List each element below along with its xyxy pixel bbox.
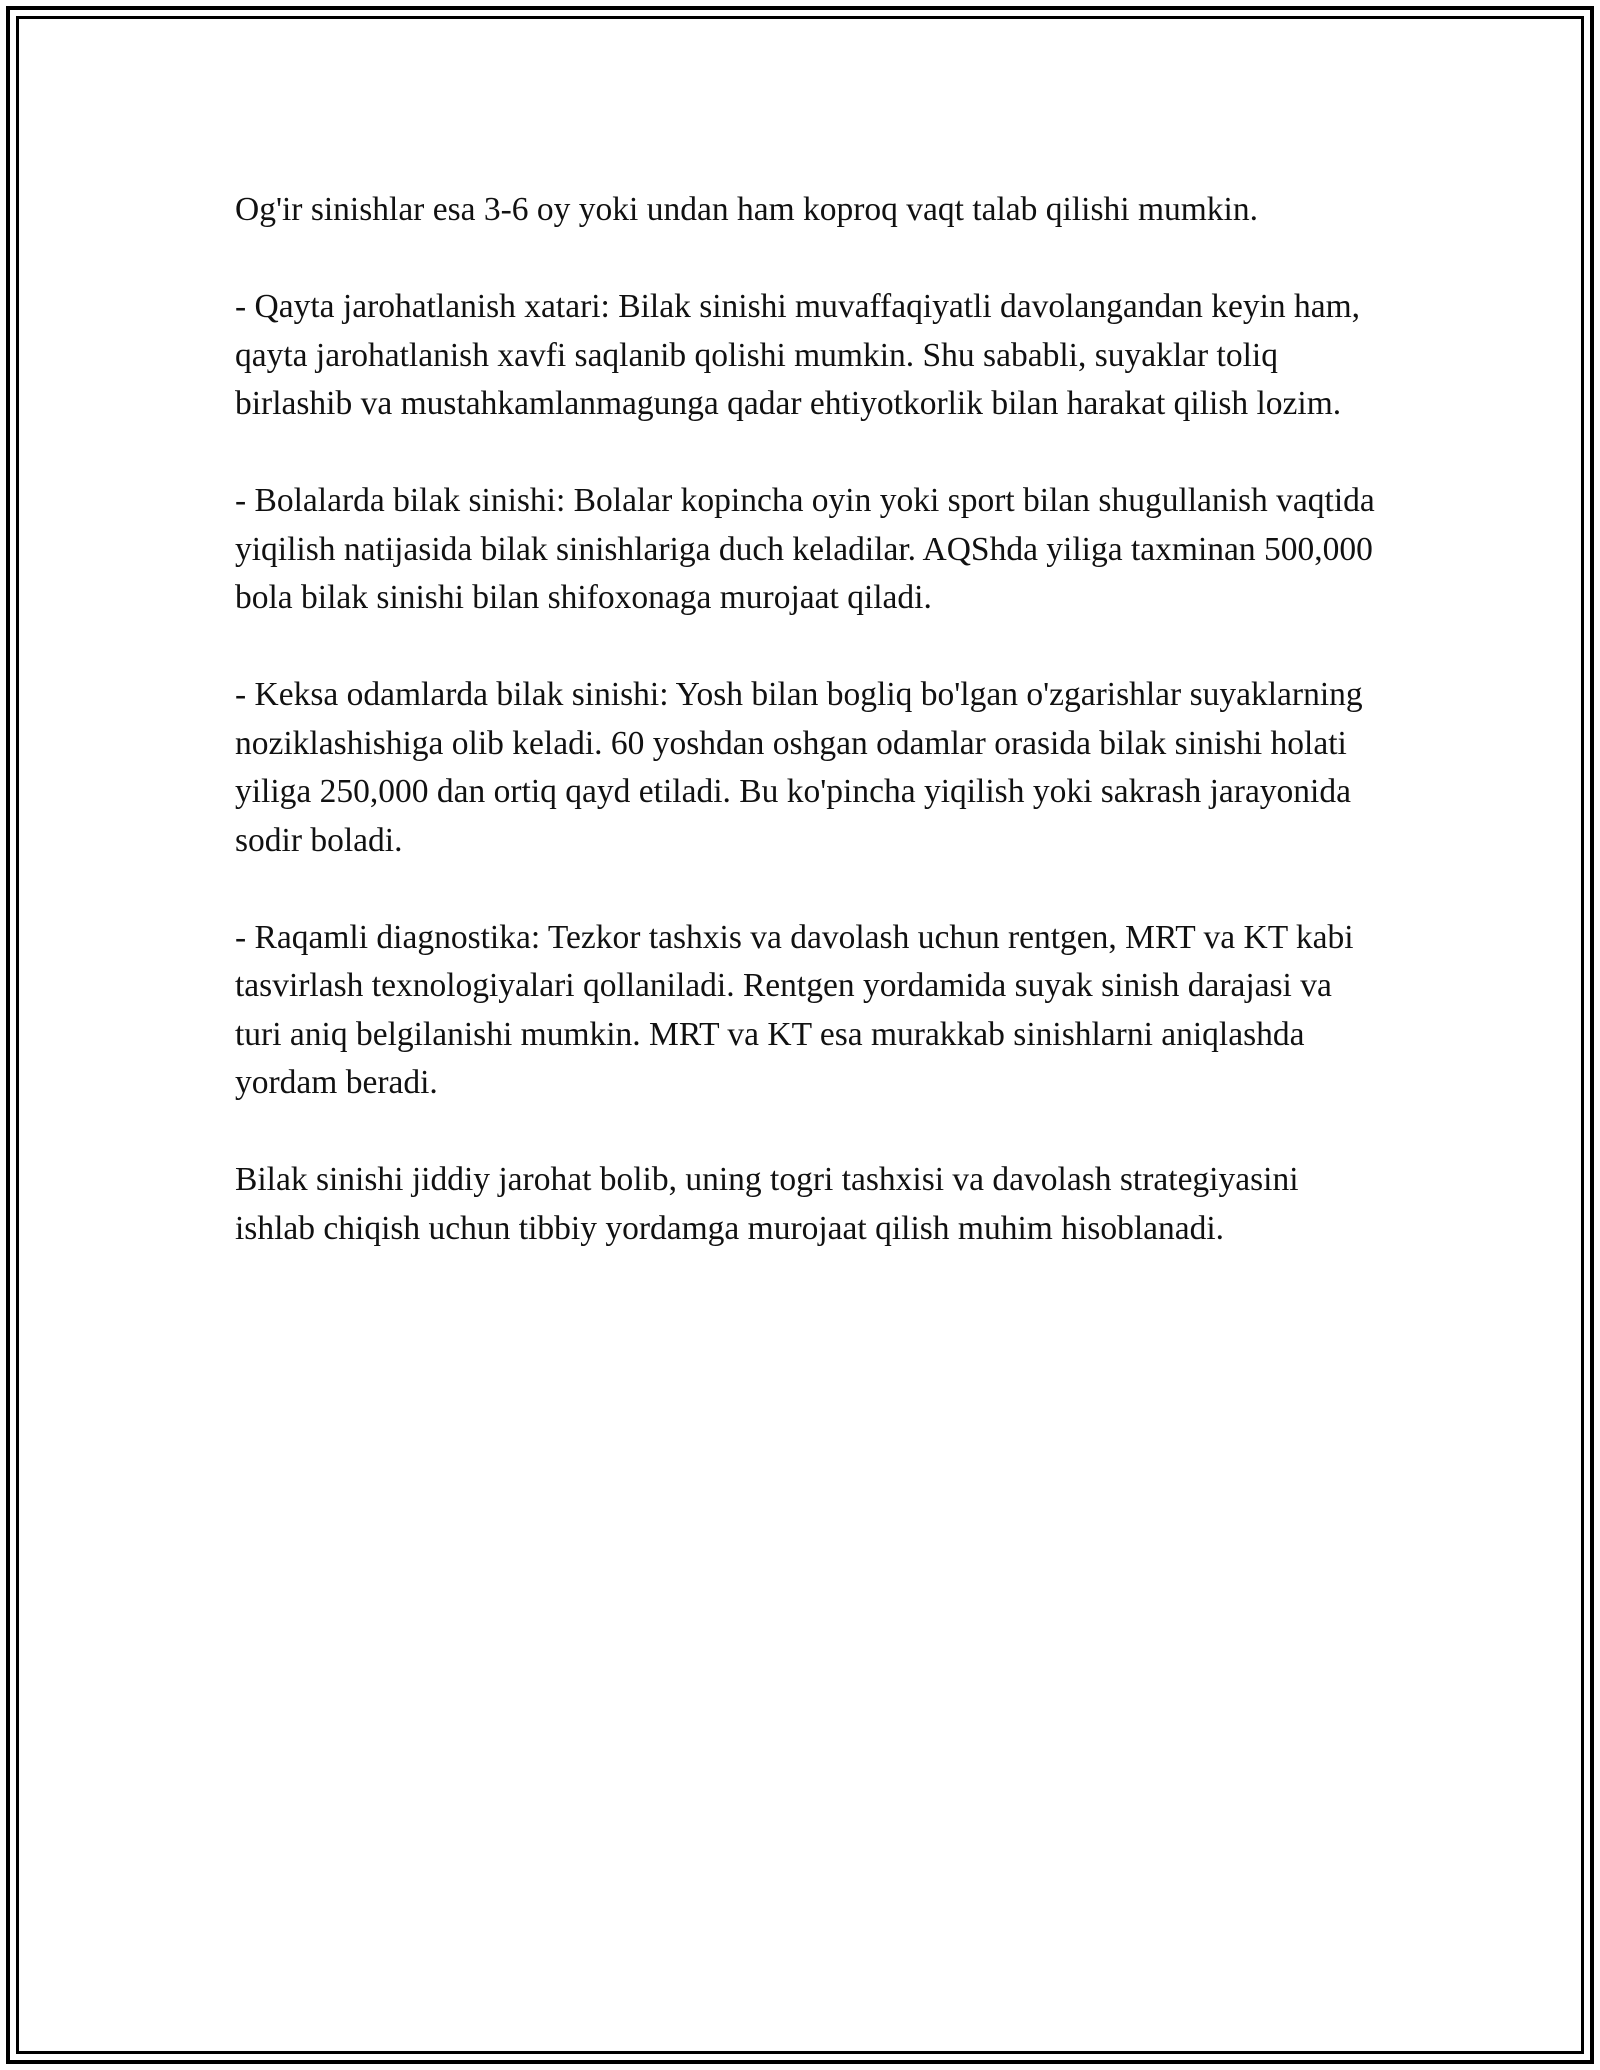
- paragraph-conclusion: Bilak sinishi jiddiy jarohat bolib, uning togri tashxisi va davolash strategiyasini ishlab chiqish uchun tibbiy yordamga murojaat qilish muhim hisoblanadi.: [235, 1161, 1299, 1247]
- paragraph-digital-diagnostics: - Raqamli diagnostika: Tezkor tashxis va davolash uchun rentgen, MRT va KT kabi tasvirlash texnologiyalari qollaniladi. Rentgen yordamida suyak sinish darajasi va turi aniq belgilanishi mumkin. MRT va KT esa murakkab sinishlarni aniqlashda yordam beradi.: [235, 918, 1354, 1101]
- paragraph-children-fractures: - Bolalarda bilak sinishi: Bolalar kopincha oyin yoki sport bilan shugullanish vaqtida yiqilish natijasida bilak sinishlariga duch keladilar. AQShda yiliga taxminan 500,000 bola bilak sinishi bilan shifoxonaga murojaat qiladi.: [235, 482, 1375, 616]
- document-body: [235, 186, 1375, 1302]
- paragraph-healing-time: Og'ir sinishlar esa 3-6 oy yoki undan ham koproq vaqt talab qilishi mumkin.: [235, 191, 1258, 228]
- paragraph-reinjury-risk: - Qayta jarohatlanish xatari: Bilak sinishi muvaffaqiyatli davolangandan keyin ham, qayta jarohatlanish xavfi saqlanib qolishi mumkin. Shu sababli, suyaklar toliq birlashib va mustahkamlanmagunga qadar ehtiyotkorlik bilan harakat qilish lozim.: [235, 288, 1361, 422]
- paragraph-elderly-fractures: - Keksa odamlarda bilak sinishi: Yosh bilan bogliq bo'lgan o'zgarishlar suyaklarning noziklashishiga olib keladi. 60 yoshdan oshgan odamlar orasida bilak sinishi holati yiliga 250,000 dan ortiq qayd etiladi. Bu ko'pincha yiqilish yoki sakrash jarayonida sodir boladi.: [235, 676, 1363, 859]
